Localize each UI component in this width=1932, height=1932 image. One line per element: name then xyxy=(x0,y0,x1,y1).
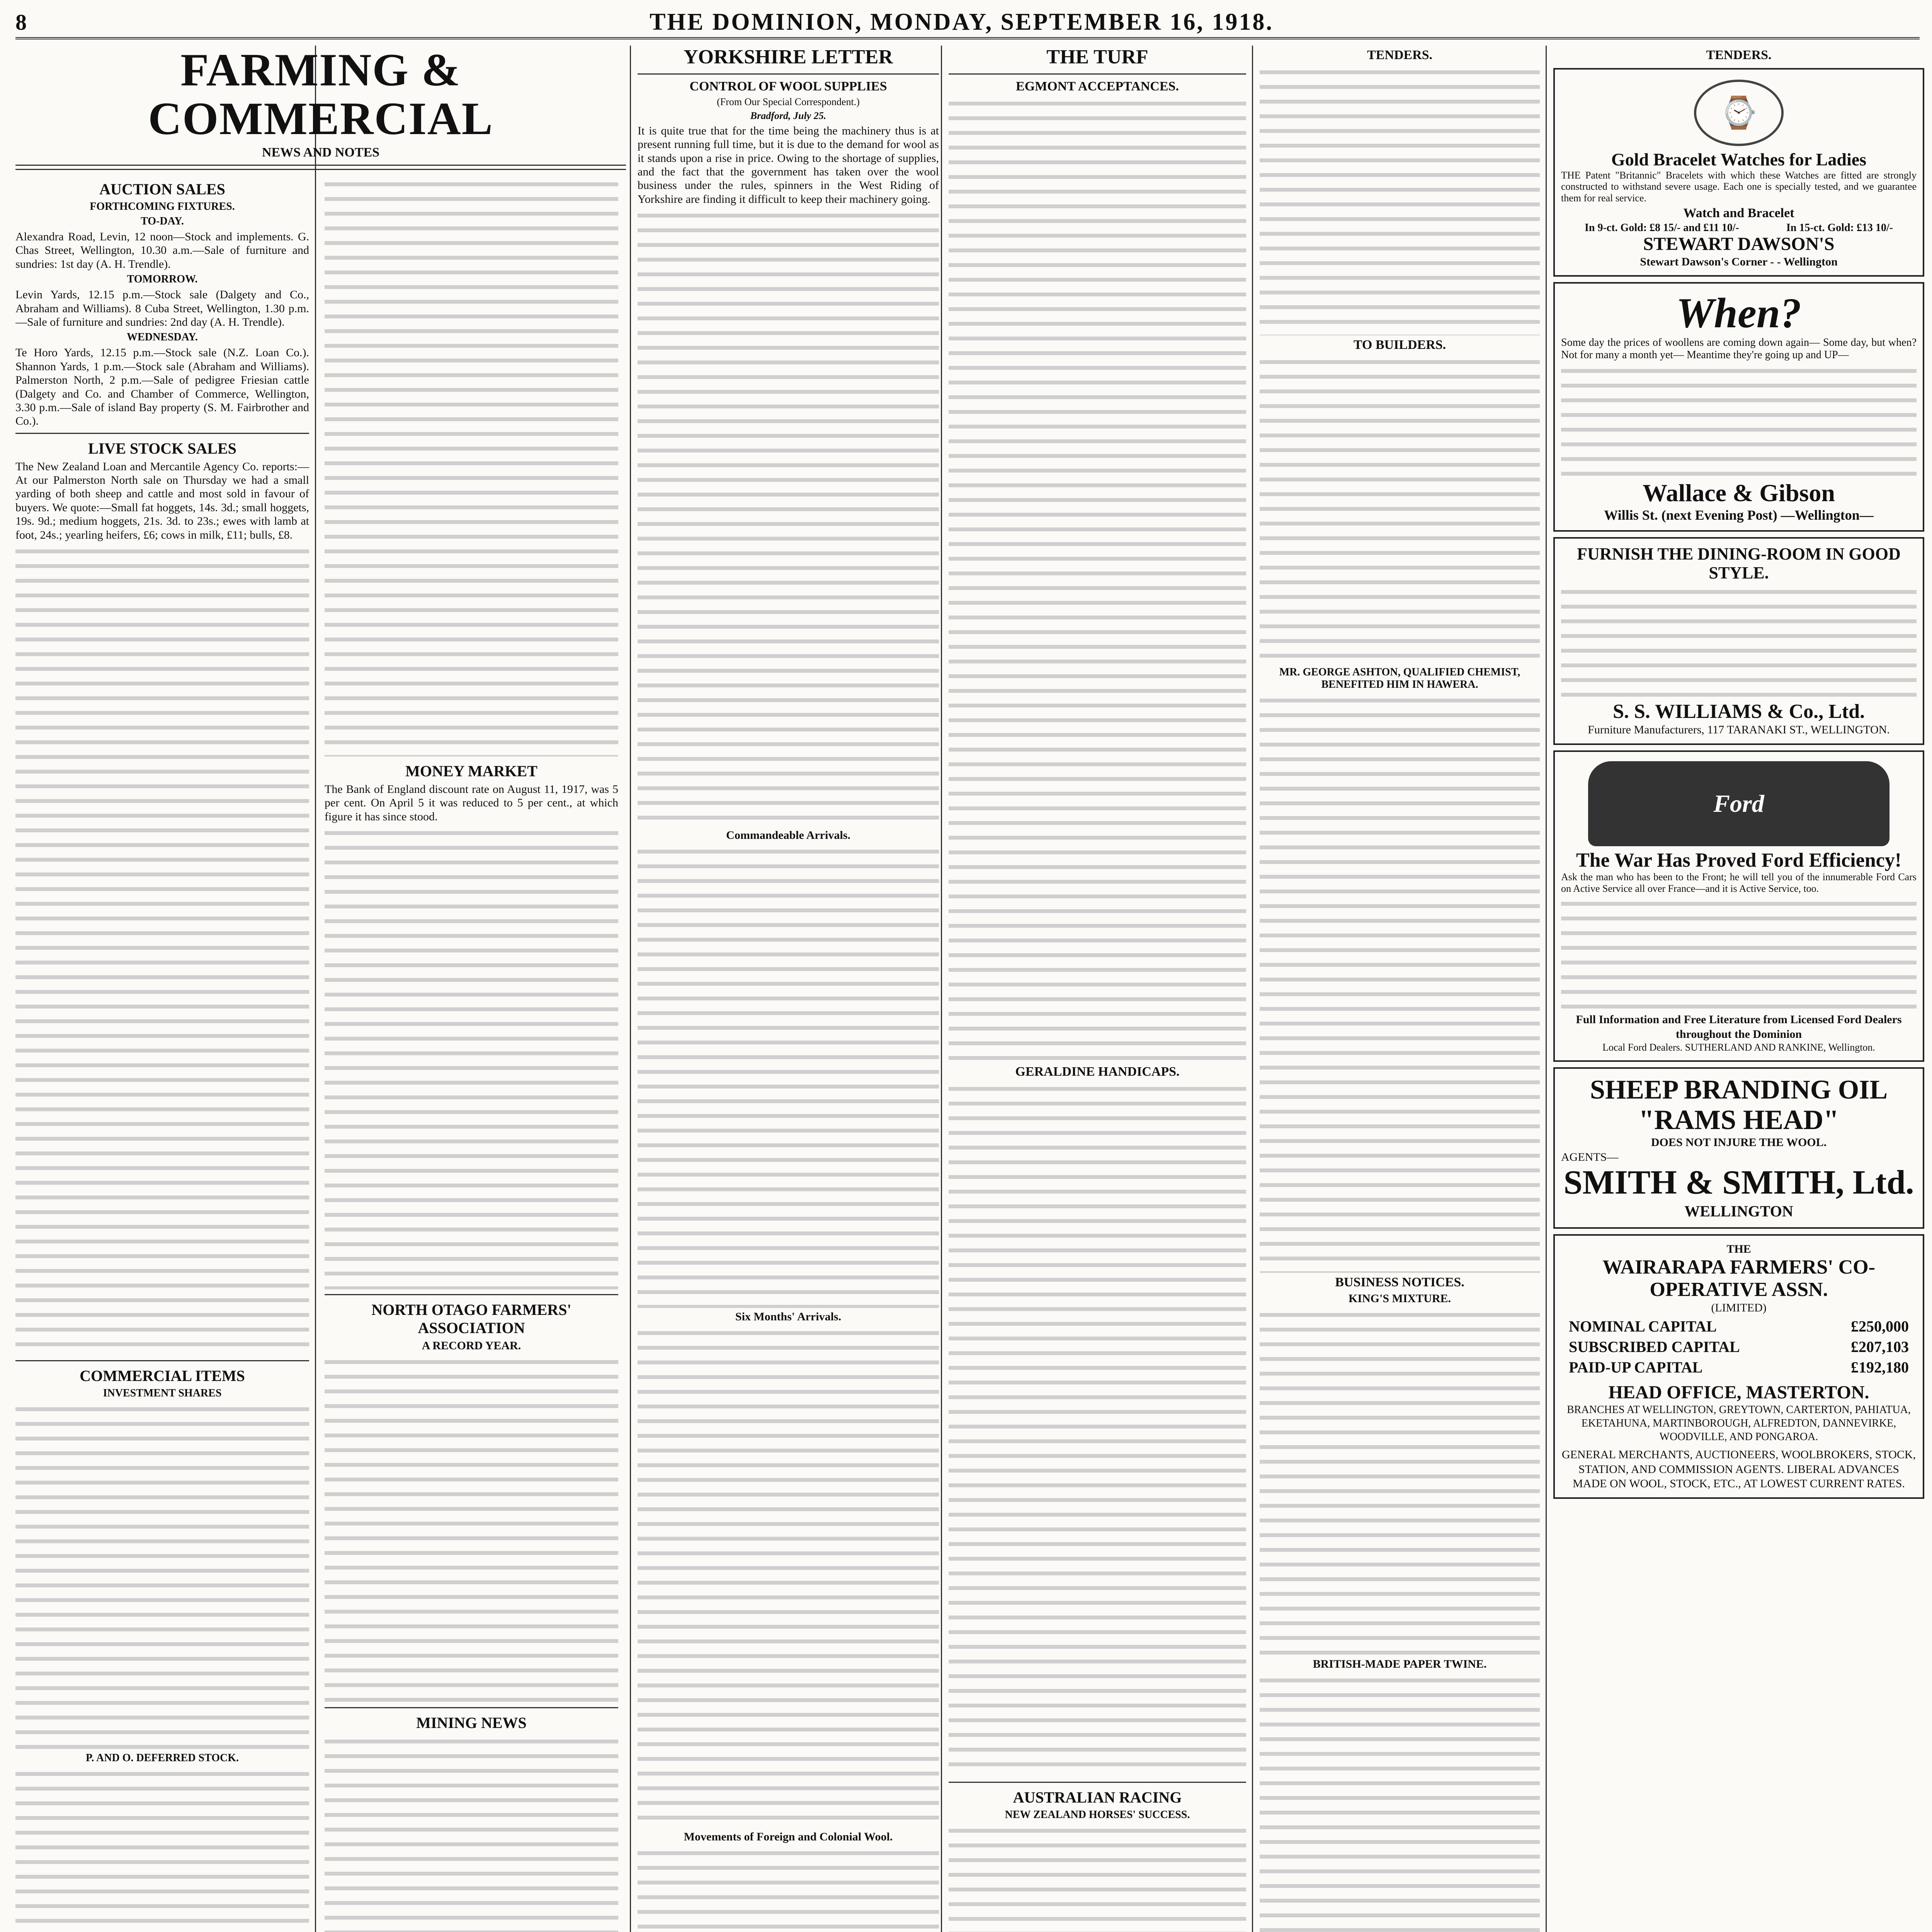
commercial-items-heading: COMMERCIAL ITEMS xyxy=(80,1367,245,1385)
money-market-text: The Bank of England discount rate on August 11, 1917, was 5 per cent. On April 5 it was reduced to 5 per cent., at which figure it has since stood. xyxy=(325,783,618,823)
wednesday-heading: WEDNESDAY. xyxy=(127,331,198,344)
branches: BRANCHES AT WELLINGTON, GREYTOWN, CARTERTON, PAHIATUA, EKETAHUNA, MARTINBOROUGH, ALFREDTON, DANNEVIRKE, WOODVILLE, AND PONGAROA. xyxy=(1567,1404,1911,1443)
wairarapa-name: WAIRARAPA FARMERS' CO-OPERATIVE ASSN. xyxy=(1602,1256,1875,1301)
australian-racing-heading: AUSTRALIAN RACING xyxy=(1013,1788,1182,1806)
furnish-body xyxy=(1561,585,1917,701)
watch-price-heading: Watch and Bracelet xyxy=(1683,206,1794,221)
wallace-address: Willis St. (next Evening Post) —Wellington— xyxy=(1604,507,1874,523)
when-advert xyxy=(1553,282,1924,532)
section-title: FARMING & COMMERCIAL xyxy=(148,46,493,144)
investment-shares-heading: INVESTMENT SHARES xyxy=(103,1387,222,1400)
yorkshire-subtitle: CONTROL OF WOOL SUPPLIES xyxy=(689,79,887,94)
tomorrow-text: Levin Yards, 12.15 p.m.—Stock sale (Dalgety and Co., Abraham and Williams). 8 Cuba Street, Wellington, 1.30 p.m.—Sale of furniture and sundries: 2nd day (A. H. Trendle). xyxy=(15,288,309,328)
notices-column xyxy=(1260,46,1540,1932)
ford-text: Ask the man who has been to the Front; he will tell you of the innumerable Ford Cars on Active Service all over France—and it is Active Service, too. xyxy=(1561,871,1917,894)
head-office: HEAD OFFICE, MASTERTON. xyxy=(1608,1382,1869,1403)
otago-heading: NORTH OTAGO FARMERS' ASSOCIATION xyxy=(371,1301,571,1337)
paid-value: £192,180 xyxy=(1851,1359,1909,1376)
sheep-oil-headline: SHEEP BRANDING OIL xyxy=(1590,1075,1888,1105)
farming-right-column xyxy=(325,175,618,1932)
geraldine-text xyxy=(949,1082,1246,1777)
tomorrow-heading: TOMORROW. xyxy=(127,273,198,286)
ford-body xyxy=(1561,896,1917,1012)
watch-headline: Gold Bracelet Watches for Ladies xyxy=(1611,150,1867,169)
today-text: Alexandra Road, Levin, 12 noon—Stock and implements. G. Chas Street, Wellington, 10.30 a.m.—Sale of furniture and sundries: 1st day (A. H. Trendle). xyxy=(15,230,309,270)
yorkshire-letter-section xyxy=(638,46,939,1932)
ashton-text xyxy=(1260,693,1540,1273)
yorkshire-byline: (From Our Special Correspondent.) xyxy=(717,96,860,107)
ford-car-illustration xyxy=(1588,761,1889,846)
yorkshire-dateline: Bradford, July 25. xyxy=(750,110,827,121)
ford-footer: Full Information and Free Literature from Licensed Ford Dealers throughout the Dominion xyxy=(1576,1013,1902,1041)
livestock-heading: LIVE STOCK SALES xyxy=(88,439,236,457)
deferred-stock-text xyxy=(15,1767,309,1932)
furnish-advert xyxy=(1553,537,1924,745)
turf-title: THE TURF xyxy=(1046,46,1148,68)
williams-address: Furniture Manufacturers, 117 TARANAKI ST., WELLINGTON. xyxy=(1588,723,1890,736)
mining-news-heading: MINING NEWS xyxy=(416,1714,527,1732)
smith-city: WELLINGTON xyxy=(1684,1202,1793,1220)
ashton-heading: MR. GEORGE ASHTON, QUALIFIED CHEMIST, BENEFITED HIM IN HAWERA. xyxy=(1279,666,1520,690)
wallace-name: Wallace & Gibson xyxy=(1643,479,1835,507)
ford-headline: The War Has Proved Ford Efficiency! xyxy=(1576,849,1902,871)
furnish-headline: FURNISH THE DINING-ROOM IN GOOD STYLE. xyxy=(1577,544,1901,582)
movements-heading: Movements of Foreign and Colonial Wool. xyxy=(684,1830,893,1844)
ads-column xyxy=(1553,46,1924,1504)
dawson-name: STEWART DAWSON'S xyxy=(1643,233,1835,254)
column-rule xyxy=(941,46,942,1932)
six-months-text xyxy=(638,1326,939,1828)
yorkshire-body xyxy=(638,208,939,827)
today-heading: TO-DAY. xyxy=(141,215,184,227)
livestock-text: The New Zealand Loan and Mercantile Agency Co. reports:—At our Palmerston North sale on Thursday we had a small yarding of both sheep and cattle and most sold in favour of buyers. We quote:—Small fat hoggets, 14s. 3d.; small hoggets, 19s. 9d.; medium hoggets, 21s. 3d. to 23s.; ewes with lamb at foot, 24s.; yearling heifers, £6; cows in milk, £11; bulls, £8. xyxy=(15,460,309,541)
egmont-heading: EGMONT ACCEPTANCES. xyxy=(1016,79,1179,94)
tenders-heading: TENDERS. xyxy=(1367,48,1433,62)
business-notices-heading: BUSINESS NOTICES. xyxy=(1335,1275,1464,1289)
yorkshire-title: YORKSHIRE LETTER xyxy=(684,46,893,68)
subscribed-value: £207,103 xyxy=(1851,1338,1909,1356)
movements-text xyxy=(638,1846,939,1932)
turf-section xyxy=(949,46,1246,1932)
watch-text: THE Patent "Britannic" Bracelets with which these Watches are fitted are strongly constructed to withstand severe usage. Each one is specially tested, and we guarantee them for real service. xyxy=(1561,169,1917,204)
ford-dealers: Local Ford Dealers. SUTHERLAND AND RANKINE, Wellington. xyxy=(1602,1042,1875,1053)
fixtures-heading: FORTHCOMING FIXTURES. xyxy=(90,201,235,213)
yorkshire-text: It is quite true that for the time being the machinery thus is at present running full time, but it is due to the demand for wool as it stands upon a rise in price. Owing to the shortage of supplies, and the fact that the government has taken over the wool business under the rules, spinners in the West Riding of Yorkshire are finding it difficult to keep their machinery going. xyxy=(638,124,939,206)
wairarapa-pre: THE xyxy=(1726,1242,1751,1255)
livestock-report-text xyxy=(15,544,309,1355)
masthead xyxy=(15,7,1920,39)
ford-advert xyxy=(1553,750,1924,1062)
when-body xyxy=(1561,364,1917,480)
column-rule xyxy=(1546,46,1547,1932)
tenders-text xyxy=(1260,65,1540,335)
egmont-text xyxy=(949,96,1246,1062)
six-months-heading: Six Months' Arrivals. xyxy=(735,1310,842,1323)
price-9ct: In 9-ct. Gold: £8 15/- and £11 10/- xyxy=(1585,221,1739,234)
kings-text xyxy=(1260,1308,1540,1655)
commandeer-text xyxy=(638,844,939,1308)
watch-advert xyxy=(1553,68,1924,277)
general-merchants: GENERAL MERCHANTS, AUCTIONEERS, WOOLBROKERS, STOCK, STATION, AND COMMISSION AGENTS. LIBERAL ADVANCES MADE ON WOOL, STOCK, ETC., AT LOWEST CURRENT RATES. xyxy=(1561,1448,1916,1490)
share-list-table xyxy=(15,1402,309,1750)
when-headline: When? xyxy=(1676,289,1801,337)
williams-name: S. S. WILLIAMS & Co., Ltd. xyxy=(1612,701,1865,723)
wednesday-text: Te Horo Yards, 12.15 p.m.—Stock sale (N.Z. Loan Co.). Shannon Yards, 1 p.m.—Stock sale (Abraham and Williams). Palmerston North, 2 p.m.—Sale of pedigree Friesian cattle (Dalgety and Co. and Chamber of Commerce, Wellington, 3.30 p.m.—Sale of island Bay property (S. M. Fairbrother and Co.). xyxy=(15,346,309,428)
otago-subheading: A RECORD YEAR. xyxy=(422,1339,521,1352)
column-rule xyxy=(630,46,631,1932)
builders-heading: TO BUILDERS. xyxy=(1353,338,1446,352)
racing-text xyxy=(949,1823,1246,1932)
produce-market-text xyxy=(325,826,618,1289)
money-market-heading: MONEY MARKET xyxy=(405,762,537,780)
commandeer-heading: Commandeable Arrivals. xyxy=(726,829,850,842)
agents-label: AGENTS— xyxy=(1561,1150,1619,1163)
ford-logo: Ford xyxy=(1713,789,1764,817)
rams-tagline: DOES NOT INJURE THE WOOL. xyxy=(1651,1136,1827,1149)
auction-sales-heading: AUCTION SALES xyxy=(99,180,225,198)
builders-text xyxy=(1260,355,1540,664)
price-15ct: In 15-ct. Gold: £13 10/- xyxy=(1786,221,1893,234)
section-subtitle: NEWS AND NOTES xyxy=(262,145,380,160)
wairarapa-advert xyxy=(1553,1234,1924,1499)
watch-illustration: ⌚ xyxy=(1694,80,1784,146)
geraldine-heading: GERALDINE HANDICAPS. xyxy=(1015,1064,1180,1079)
right-tenders-heading: TENDERS. xyxy=(1706,48,1772,62)
wairarapa-limited: (LIMITED) xyxy=(1711,1301,1767,1314)
racing-subheading: NEW ZEALAND HORSES' SUCCESS. xyxy=(1005,1808,1190,1821)
paid-label: PAID-UP CAPITAL xyxy=(1569,1359,1703,1376)
kings-mixture-heading: KING'S MIXTURE. xyxy=(1348,1292,1451,1305)
subscribed-label: SUBSCRIBED CAPITAL xyxy=(1569,1338,1740,1356)
mining-news-text xyxy=(325,1734,618,1932)
deferred-stock-heading: P. AND O. DEFERRED STOCK. xyxy=(86,1752,239,1764)
smith-name: SMITH & SMITH, Ltd. xyxy=(1563,1164,1914,1202)
nominal-label: NOMINAL CAPITAL xyxy=(1569,1318,1717,1335)
masthead-title: THE DOMINION, MONDAY, SEPTEMBER 16, 1918. xyxy=(650,9,1274,35)
page-number: 8 xyxy=(15,9,27,35)
when-text: Some day the prices of woollens are coming down again— Some day, but when? Not for many a month yet— Meantime they're going up and UP— xyxy=(1561,337,1917,361)
sheep-oil-advert xyxy=(1553,1067,1924,1229)
farming-commercial-section xyxy=(15,46,626,1932)
nominal-value: £250,000 xyxy=(1851,1318,1909,1335)
farming-left-column xyxy=(15,175,309,1932)
twine-text xyxy=(1260,1673,1540,1932)
rams-head-brand: "RAMS HEAD" xyxy=(1639,1104,1839,1135)
twine-heading: BRITISH-MADE PAPER TWINE. xyxy=(1313,1658,1487,1670)
column-rule xyxy=(1252,46,1253,1932)
dawson-address: Stewart Dawson's Corner - - Wellington xyxy=(1640,255,1838,268)
otago-text xyxy=(325,1355,618,1702)
bank-return-text xyxy=(325,177,618,757)
